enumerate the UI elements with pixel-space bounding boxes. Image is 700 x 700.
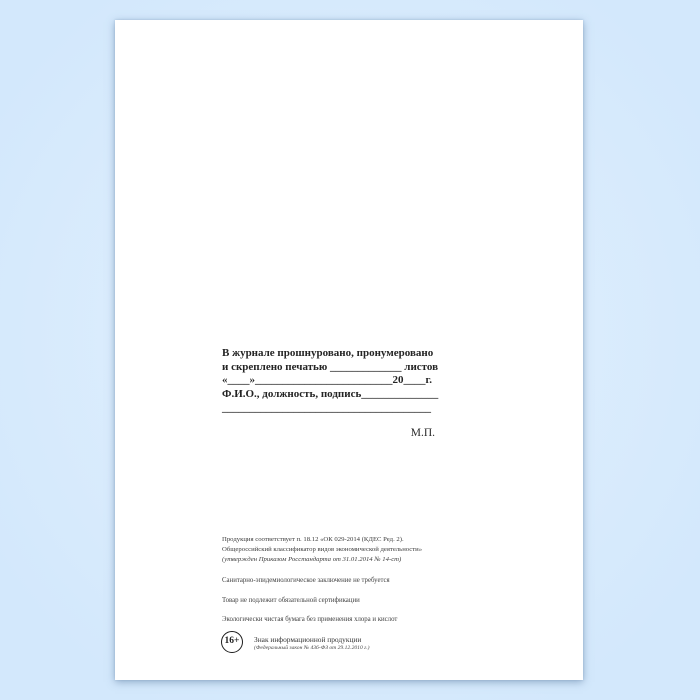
age-mark-title: Знак информационной продукции xyxy=(254,635,362,644)
certification-note: Товар не подлежит обязательной сертификации xyxy=(222,597,360,604)
age-mark-row xyxy=(221,631,370,653)
age-mark-law: (Федеральный закон № 436-ФЗ от 29.12.2010 г.) xyxy=(254,645,370,651)
product-classifier-note xyxy=(222,535,422,565)
age-mark-text xyxy=(254,631,370,652)
classifier-line-3: (утвержден Приказом Росстандарта от 31.01.2014 № 14-ст) xyxy=(222,556,402,563)
age-16-badge-icon: 16+ xyxy=(221,631,243,653)
classifier-line-2: Общероссийский классификатор видов экономической деятельности» xyxy=(222,546,423,553)
eco-paper-note: Экологически чистая бумага без применения хлора и кислот xyxy=(222,616,398,623)
stamp-line-laced: В журнале прошнуровано, пронумеровано xyxy=(222,347,434,359)
stamp-line-sheets: и скреплено печатью _____________ листов xyxy=(222,360,439,373)
stamp-line-date: «____»_________________________20____г. xyxy=(222,374,433,387)
stamp-line-blank: ______________________________________ xyxy=(222,401,431,414)
journal-back-cover-page xyxy=(115,20,583,680)
seal-place-abbr: М.П. xyxy=(410,427,435,439)
lacing-certification-block xyxy=(222,347,442,416)
classifier-line-1: Продукция соответствует п. 18.12 «ОК 029-2014 (КДЕС Ред. 2). xyxy=(222,536,404,543)
stamp-line-name-signature: Ф.И.О., должность, подпись______________ xyxy=(222,388,439,401)
sanitary-conclusion-note: Санитарно-эпидемиологическое заключение не требуется xyxy=(222,577,390,584)
